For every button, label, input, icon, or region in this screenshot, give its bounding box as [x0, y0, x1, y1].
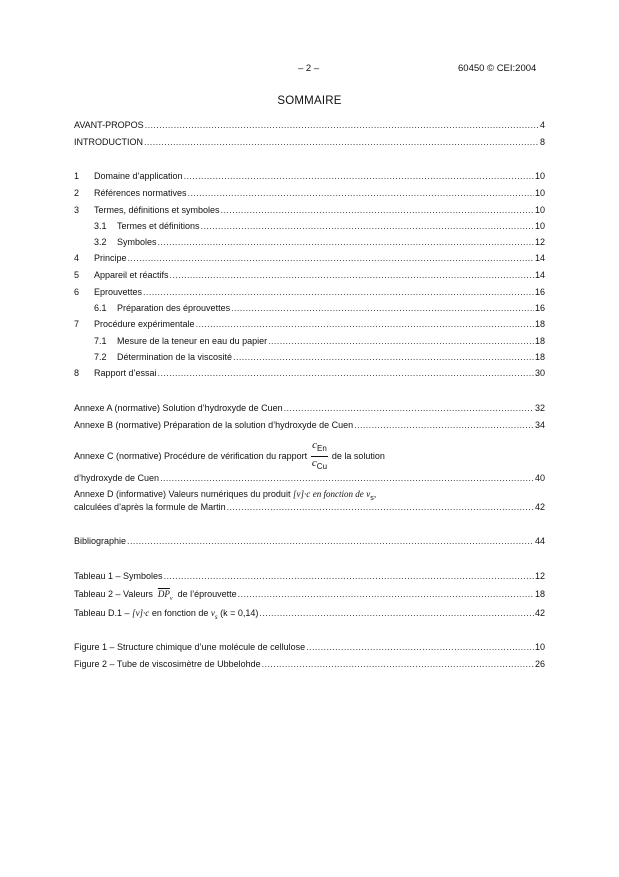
toc-entry-section-8[interactable]: 8 Rapport d’essai ..... 30: [74, 367, 545, 379]
toc-entry-avant-propos[interactable]: AVANT-PROPOS ..... 4: [74, 119, 545, 131]
toc-entry-annexe-a[interactable]: Annexe A (normative) Solution d’hydroxyde de Cuen ..... 32: [74, 402, 545, 414]
toc-entry-section-6[interactable]: 6 Eprouvettes ..... 16: [74, 286, 545, 298]
toc-entry-annexe-b[interactable]: Annexe B (normative) Préparation de la solution d’hydroxyde de Cuen ..... 34: [74, 419, 545, 431]
ratio-cen-ccu: $\frac{c_{En}}{c_{Cu}}$: [311, 439, 328, 472]
page-title: SOMMAIRE: [277, 95, 342, 107]
toc-entry-annexe-c-line1[interactable]: Annexe C (normative) Procédure de vérification du rapport $\frac{c_{En}}{c_{Cu}}$ de la solution: [74, 439, 385, 472]
toc-entry-section-3-1[interactable]: 3.1 Termes et définitions ..... 10: [94, 220, 545, 232]
toc-entry-annexe-d-line1[interactable]: Annexe D (informative) Valeurs numériques du produit [ν]·c en fonction de $\nu_s$,: [74, 489, 377, 502]
toc-entry-section-5[interactable]: 5 Appareil et réactifs ..... 14: [74, 269, 545, 281]
toc-entry-section-2[interactable]: 2 Références normatives ..... 10: [74, 187, 545, 199]
toc-entry-bibliographie[interactable]: Bibliographie ..... 44: [74, 535, 545, 547]
toc-entry-annexe-c-line2[interactable]: d’hydroxyde de Cuen ..... 40: [74, 472, 545, 484]
toc-entry-section-3[interactable]: 3 Termes, définitions et symboles ..... 10: [74, 204, 545, 216]
toc-entry-introduction[interactable]: INTRODUCTION ..... 8: [74, 136, 545, 148]
toc-entry-section-7-2[interactable]: 7.2 Détermination de la viscosité ..... 18: [94, 351, 545, 363]
toc-entry-section-6-1[interactable]: 6.1 Préparation des éprouvettes ..... 16: [94, 302, 545, 314]
toc-entry-annexe-d-line2[interactable]: calculées d’après la formule de Martin ..... 42: [74, 501, 545, 513]
toc-entry-section-3-2[interactable]: 3.2 Symboles ..... 12: [94, 236, 545, 248]
toc-entry-section-7[interactable]: 7 Procédure expérimentale ..... 18: [74, 318, 545, 330]
document-reference: 60450 © CEI:2004: [458, 63, 537, 74]
toc-entry-section-7-1[interactable]: 7.1 Mesure de la teneur en eau du papier ..... 18: [94, 335, 545, 347]
toc-entry-tableau-1[interactable]: Tableau 1 – Symboles ..... 12: [74, 570, 545, 582]
toc-entry-figure-1[interactable]: Figure 1 – Structure chimique d’une molécule de cellulose ..... 10: [74, 641, 545, 653]
toc-entry-section-1[interactable]: 1 Domaine d’application ..... 10: [74, 170, 545, 182]
toc-entry-figure-2[interactable]: Figure 2 – Tube de viscosimètre de Ubbelohde ..... 26: [74, 658, 545, 670]
toc-entry-tableau-d1[interactable]: Tableau D.1 – [ν]·c en fonction de $\nu_s$ (k = 0,14) ..... 42: [74, 607, 545, 619]
page-number: – 2 –: [298, 63, 320, 74]
toc-entry-section-4[interactable]: 4 Principe ..... 14: [74, 252, 545, 264]
toc-entry-tableau-2[interactable]: Tableau 2 – Valeurs $\overline{DP}_v$ de l’éprouvette ..... 18: [74, 588, 545, 600]
